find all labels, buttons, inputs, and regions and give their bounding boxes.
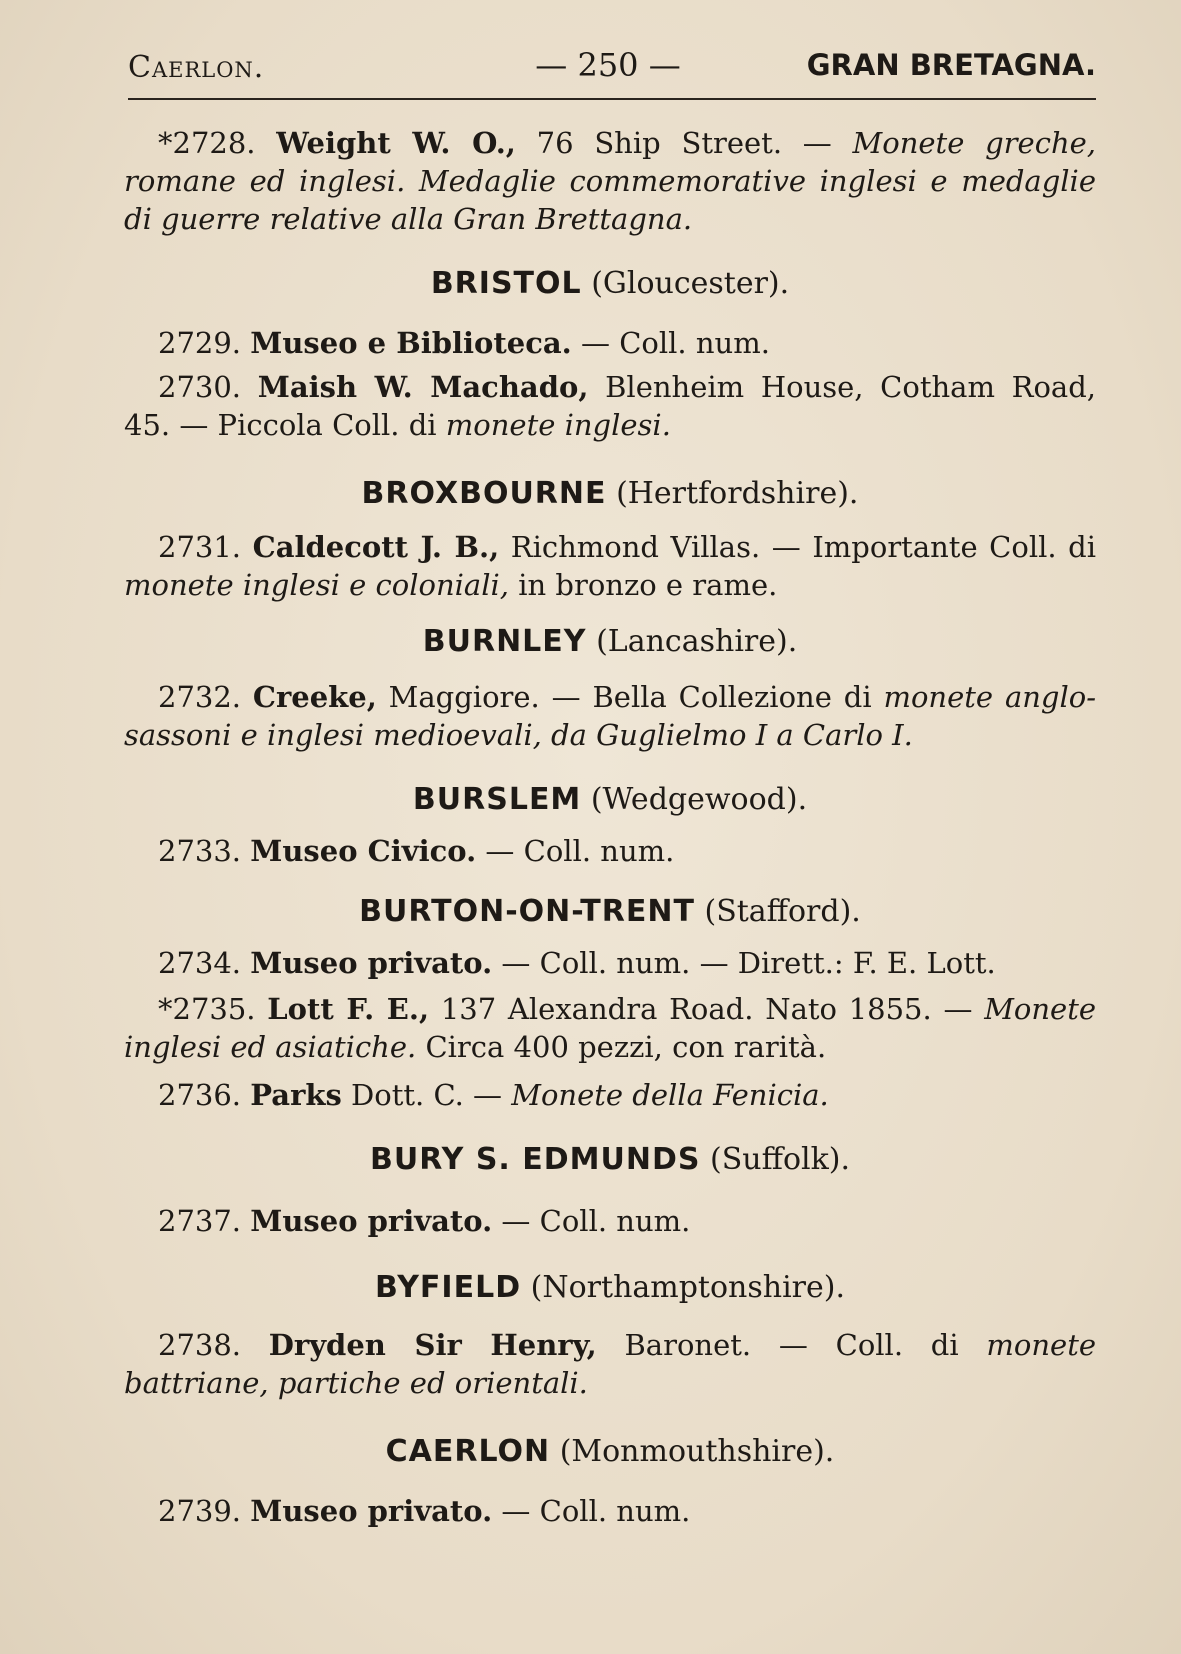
entry-number: 2738. <box>158 1328 242 1362</box>
entry-italic: Monete inglesi ed asiatiche. <box>124 992 1097 1064</box>
city-name: BROXBOURNE <box>361 476 607 511</box>
city-name: BRISTOL <box>430 266 582 301</box>
entry-2730 <box>124 368 1096 444</box>
entry-italic: Monete della Fenicia. <box>511 1078 829 1112</box>
page-body <box>124 124 1096 1530</box>
entry-text: 137 Alexandra Road. Nato 1855. — <box>429 992 985 1026</box>
entry-number: *2728. <box>158 126 256 160</box>
city-name: BURY S. EDMUNDS <box>369 1142 701 1177</box>
entry-2729 <box>124 324 1096 362</box>
entry-italic: monete anglo-sassoni e inglesi medioevali, da Guglielmo I a Carlo I. <box>124 680 1097 752</box>
entry-name: Museo Civico. <box>250 834 477 868</box>
entry-italic: monete inglesi e coloniali, <box>124 568 509 602</box>
entry-text: Richmond Villas. — Importante Coll. di <box>499 530 1097 564</box>
entry-text: Blenheim House, Cotham Road, 45. — Piccola Coll. di <box>124 370 1096 442</box>
city-region: (Northamptonshire). <box>530 1270 846 1305</box>
city-name: BYFIELD <box>374 1270 522 1305</box>
entry-number: *2735. <box>158 992 256 1026</box>
running-header <box>128 40 1096 100</box>
entry-italic: Monete greche, romane ed inglesi. Medaglie commemorative inglesi e medaglie di guerre relative alla Gran Brettagna. <box>124 126 1096 236</box>
entry-text: 76 Ship Street. — <box>515 126 853 160</box>
entry-text: — Coll. num. — Dirett.: F. E. Lott. <box>492 946 996 980</box>
entry-2731 <box>124 528 1096 604</box>
entry-number: 2731. <box>158 530 242 564</box>
entry-number: 2736. <box>158 1078 242 1112</box>
entry-number: 2732. <box>158 680 242 714</box>
entry-text: — Coll. num. <box>476 834 675 868</box>
city-name: BURNLEY <box>422 624 587 659</box>
entry-2738 <box>124 1326 1096 1402</box>
page-number: — 250 — <box>535 46 681 84</box>
entry-2734 <box>124 944 1096 982</box>
entry-number: 2737. <box>158 1204 242 1238</box>
entry-2736 <box>124 1076 1096 1114</box>
entry-italic: monete inglesi. <box>445 408 671 442</box>
entry-italic: monete battriane, partiche ed orientali. <box>124 1328 1097 1400</box>
city-heading <box>124 1140 1096 1180</box>
entry-number: 2729. <box>158 326 242 360</box>
entry-number: 2730. <box>158 370 242 404</box>
entry-name: Parks <box>250 1078 342 1112</box>
entry-number: 2734. <box>158 946 242 980</box>
city-region: (Monmouthshire). <box>559 1434 835 1469</box>
entry-number: 2739. <box>158 1494 242 1528</box>
entry-2728 <box>124 124 1096 238</box>
city-heading <box>124 474 1096 514</box>
entry-2737 <box>124 1202 1096 1240</box>
city-heading <box>124 1432 1096 1472</box>
city-region: (Suffolk). <box>710 1142 851 1177</box>
entry-name: Museo privato. <box>250 1204 493 1238</box>
city-heading <box>124 780 1096 820</box>
entry-text: Maggiore. — Bella Collezione di <box>376 680 884 714</box>
entry-name: Weight W. O., <box>276 126 516 160</box>
header-right: GRAN BRETAGNA. <box>806 48 1096 82</box>
city-region: (Lancashire). <box>596 624 798 659</box>
city-name: BURSLEM <box>412 782 582 817</box>
city-region: (Wedgewood). <box>590 782 808 817</box>
city-name: BURTON-ON-TRENT <box>359 894 695 929</box>
city-heading <box>124 264 1096 304</box>
city-heading <box>124 622 1096 662</box>
entry-text: — Coll. num. <box>571 326 770 360</box>
entry-name: Dryden Sir Henry, <box>268 1328 597 1362</box>
city-heading <box>124 1268 1096 1308</box>
entry-2733 <box>124 832 1096 870</box>
entry-tail: in bronzo e rame. <box>509 568 778 602</box>
city-region: (Stafford). <box>704 894 861 929</box>
entry-2732 <box>124 678 1096 754</box>
city-heading <box>124 892 1096 932</box>
entry-name: Lott F. E., <box>267 992 430 1026</box>
entry-text: — Coll. num. <box>492 1204 691 1238</box>
entry-name: Museo privato. <box>250 946 493 980</box>
entry-tail: Circa 400 pezzi, con rarità. <box>416 1030 827 1064</box>
entry-name: Creeke, <box>252 680 377 714</box>
entry-name: Maish W. Machado, <box>257 370 589 404</box>
header-left: Caerlon. <box>128 50 265 85</box>
entry-2735 <box>124 990 1096 1066</box>
entry-name: Caldecott J. B., <box>252 530 500 564</box>
entry-text: Baronet. — Coll. di <box>596 1328 987 1362</box>
entry-text: — Coll. num. <box>492 1494 691 1528</box>
entry-2739 <box>124 1492 1096 1530</box>
city-region: (Hertfordshire). <box>616 476 859 511</box>
entry-text: Dott. C. — <box>341 1078 512 1112</box>
city-name: CAERLON <box>385 1434 551 1469</box>
entry-name: Museo privato. <box>250 1494 493 1528</box>
entry-number: 2733. <box>158 834 242 868</box>
city-region: (Gloucester). <box>591 266 790 301</box>
entry-name: Museo e Biblioteca. <box>250 326 572 360</box>
